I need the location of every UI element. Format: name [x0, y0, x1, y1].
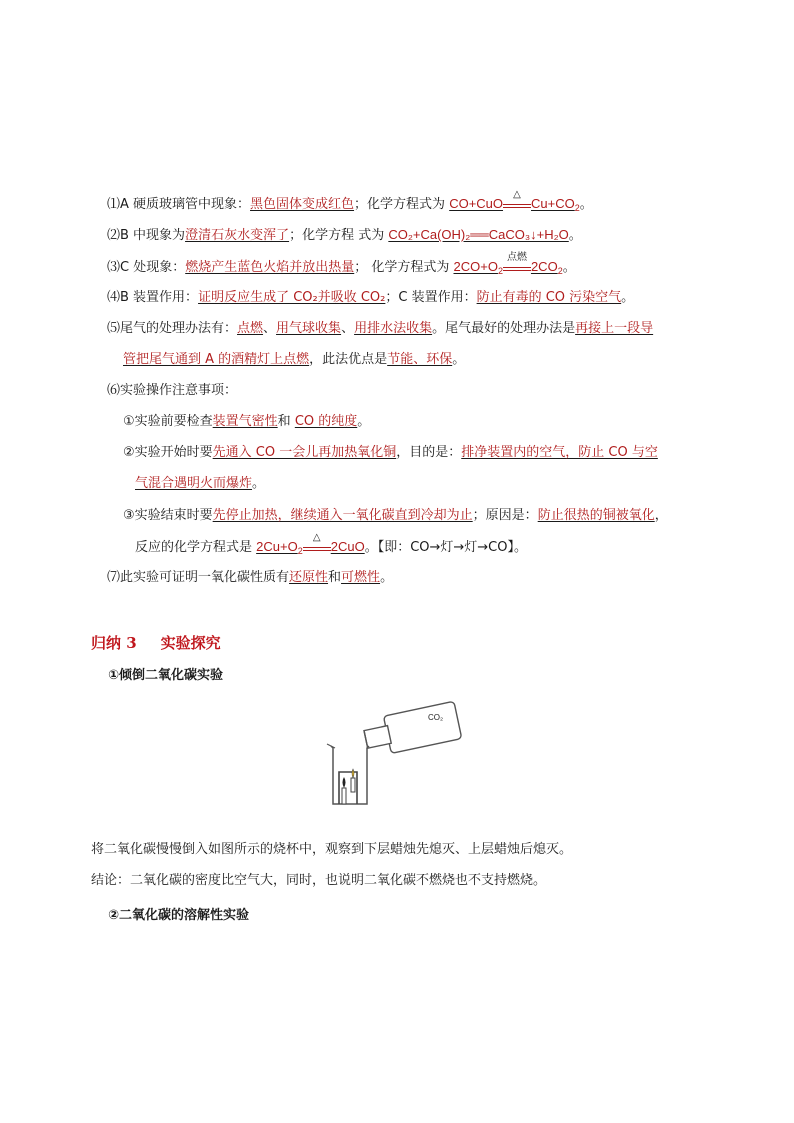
answer-5f: 节能、环保	[387, 352, 453, 367]
item-1	[107, 189, 593, 214]
answer-5a: 点燃	[237, 321, 264, 336]
item-5-mid: 。尾气最好的处理办法是	[432, 321, 576, 336]
step-3-eq-prefix: 反应的化学方程式是	[135, 540, 257, 555]
eq4-condition	[303, 532, 331, 551]
item-1-mid: ；化学方程式为	[354, 197, 450, 212]
item-3-prefix: ⑶C 处现象：	[107, 260, 186, 275]
item-7	[107, 569, 393, 587]
step-2-mid: ，目的是：	[396, 445, 462, 460]
heat-symbol-2: △	[312, 532, 321, 543]
step-1-end: 。	[357, 414, 371, 429]
answer-7b: 可燃性	[341, 570, 381, 585]
item-3-mid: ； 化学方程式为	[354, 260, 454, 275]
item-6-step-2	[123, 444, 658, 462]
eq3-condition	[503, 252, 531, 271]
eq4-sub: 2	[297, 546, 303, 556]
pouring-co2-illustration	[325, 700, 465, 810]
answer-6-2a: 先通入 CO 一会儿再加热氧化铜	[212, 445, 397, 460]
answer-3a: 燃烧产生蓝色火焰并放出热量	[185, 260, 355, 275]
item-2-prefix: ⑵B 中现象为	[107, 228, 186, 243]
eq1-condition	[503, 189, 531, 208]
answer-5c: 用排水法收集	[354, 321, 433, 336]
section-heading	[91, 632, 221, 653]
answer-6-2c: 气混合遇明火而爆炸	[135, 476, 253, 491]
item-1-prefix: ⑴A 硬质玻璃管中现象：	[107, 197, 251, 212]
section-number: 归纳 3	[91, 634, 137, 652]
item-5-line-1	[107, 320, 653, 338]
ignite-label: 点燃	[506, 252, 527, 263]
item-2-mid: ；化学方程 式为	[289, 228, 389, 243]
experiment-1-description: 将二氧化碳慢慢倒入如图所示的烧杯中，观察到下层蜡烛先熄灭、上层蜡烛后熄灭。	[91, 842, 573, 857]
answer-5e: 管把尾气通到 A 的酒精灯上点燃	[123, 352, 310, 367]
eq3-right: 2CO	[530, 259, 558, 274]
item-6-step-3	[123, 507, 668, 525]
item-2-end: 。	[568, 228, 582, 243]
item-5-sep2: 、	[341, 321, 355, 336]
item-5-sep1: 、	[263, 321, 277, 336]
item-7-mid: 和	[328, 570, 342, 585]
equation-2: CO₂+Ca(OH)₂══CaCO₃↓+H₂O	[388, 227, 569, 242]
answer-6-1b: CO 的纯度	[294, 414, 358, 429]
experiment-1-title: ①倾倒二氧化碳实验	[108, 668, 224, 683]
eq3-sub2: 2	[557, 266, 563, 276]
item-3	[107, 252, 576, 277]
equation-4	[256, 532, 365, 556]
eq3-sub: 2	[497, 266, 503, 276]
item-7-prefix: ⑺此实验可证明一氧化碳性质有	[107, 570, 290, 585]
lower-candle	[342, 788, 346, 804]
equation-3	[453, 252, 563, 276]
item-3-end: 。	[562, 260, 576, 275]
eq1-right: Cu+CO	[531, 196, 575, 211]
item-5-line-2	[123, 351, 465, 369]
answer-6-3b: 防止很热的铜被氧化	[537, 508, 655, 523]
answer-6-1a: 装置气密性	[212, 414, 278, 429]
step-2-end: 。	[252, 476, 266, 491]
answer-4b: 防止有毒的 CO 污染空气	[476, 290, 622, 305]
step-3-eq-end: 。【即：CO→灯→灯→CO】。	[364, 540, 527, 555]
item-6-step-1	[123, 413, 370, 431]
item-5-prefix: ⑸尾气的处理办法有：	[107, 321, 238, 336]
step-1-prefix: ①实验前要检查	[123, 414, 213, 429]
answer-4a: 证明反应生成了 CO₂并吸收 CO₂	[198, 290, 386, 305]
heat-symbol: △	[513, 189, 521, 200]
upper-flame-icon	[352, 769, 354, 778]
item-7-end: 。	[380, 570, 394, 585]
eq1-left: CO+CuO	[449, 196, 504, 211]
item-5-mid2: ，此法优点是	[309, 352, 388, 367]
item-4-end: 。	[621, 290, 635, 305]
answer-2a: 澄清石灰水变浑了	[185, 228, 290, 243]
eq1-sub: 2	[574, 203, 580, 213]
item-4-mid: ；C 装置作用：	[385, 290, 477, 305]
eq4-left: 2Cu+O	[256, 539, 298, 554]
step-2-prefix: ②实验开始时要	[123, 445, 213, 460]
eq3-left: 2CO+O	[453, 259, 498, 274]
answer-5d: 再接上一段导	[575, 321, 654, 336]
lower-flame-icon	[343, 777, 346, 788]
item-6-step-2-cont	[135, 475, 265, 493]
item-4-prefix: ⑷B 装置作用：	[107, 290, 199, 305]
step-3-mid: ；原因是：	[472, 508, 538, 523]
answer-6-2b: 排净装置内的空气，防止 CO 与空	[461, 445, 658, 460]
item-6-step-3-cont	[135, 532, 527, 557]
answer-7a: 还原性	[289, 570, 329, 585]
upper-candle	[351, 778, 355, 792]
experiment-2-title: ②二氧化碳的溶解性实验	[108, 908, 250, 923]
beaker	[331, 746, 369, 804]
step-3-prefix: ③实验结束时要	[123, 508, 213, 523]
item-6-title: ⑹实验操作注意事项：	[107, 383, 238, 398]
answer-6-3a: 先停止加热，继续通入一氧化碳直到冷却为止	[212, 508, 473, 523]
experiment-1-conclusion: 结论：二氧化碳的密度比空气大，同时，也说明二氧化碳不燃烧也不支持燃烧。	[91, 873, 547, 888]
answer-1a: 黑色固体变成红色	[250, 197, 355, 212]
step-1-mid: 和	[277, 414, 295, 429]
step-3-end: ，	[654, 508, 668, 523]
item-2	[107, 226, 582, 245]
equation-1	[449, 189, 580, 213]
co2-bottle	[362, 701, 462, 758]
item-5-end: 。	[452, 352, 466, 367]
eq4-right: 2CuO	[330, 539, 365, 554]
item-1-end: 。	[579, 197, 593, 212]
bottle-label: CO₂	[428, 713, 444, 722]
item-4	[107, 289, 634, 307]
section-title: 实验探究	[160, 634, 221, 652]
answer-5b: 用气球收集	[276, 321, 342, 336]
